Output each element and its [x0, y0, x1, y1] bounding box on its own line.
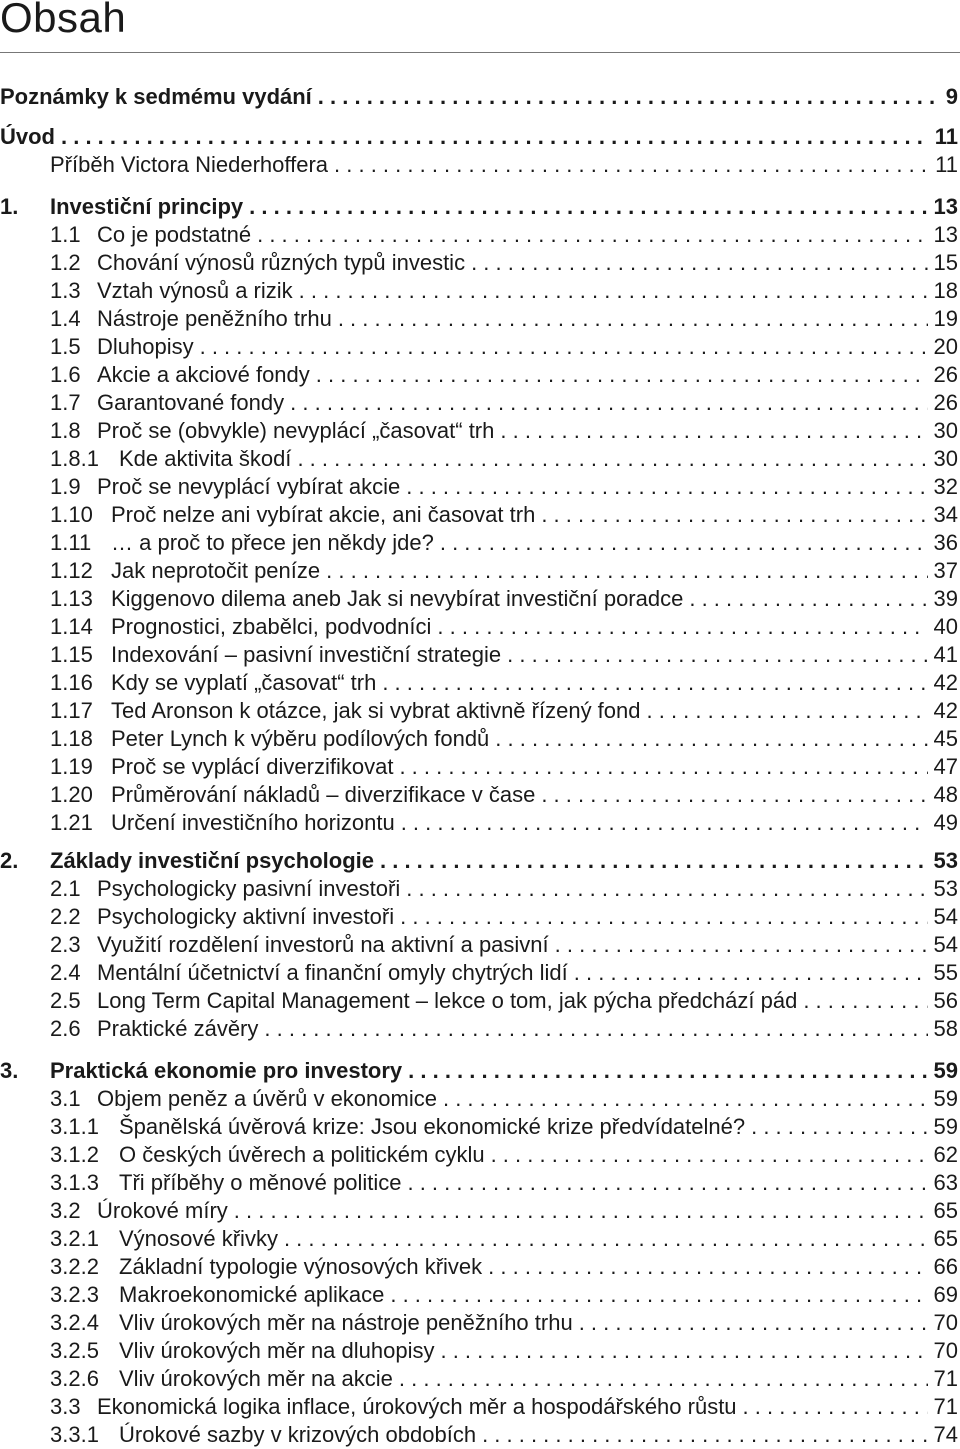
toc-entry-page: 59: [933, 1114, 958, 1139]
toc-entry-number: 3.1: [50, 1086, 81, 1111]
toc-dot-leader: [200, 333, 928, 361]
toc-entry[interactable]: [0, 931, 958, 959]
toc-entry-page: 39: [933, 586, 958, 611]
toc-dot-leader: [574, 959, 928, 987]
toc-dot-leader: [440, 529, 928, 557]
toc-entry-page: 9: [945, 84, 958, 109]
toc-entry-page: 70: [933, 1338, 958, 1363]
toc-entry-number: 3.: [0, 1058, 19, 1083]
toc-entry-title: Ted Aronson k otázce, jak si vybrat aktivně řízený fond: [111, 698, 641, 723]
toc-entry-page: 45: [933, 726, 958, 751]
toc-dot-leader: [326, 557, 927, 585]
toc-entry[interactable]: [0, 1421, 958, 1449]
toc-entry-number: 2.4: [50, 960, 81, 985]
toc-entry-page: 48: [933, 782, 958, 807]
toc-entry-title: Vliv úrokových měr na nástroje peněžního trhu: [119, 1310, 573, 1335]
toc-dot-leader: [407, 1169, 927, 1197]
toc-entry-number: 1.21: [50, 810, 93, 835]
toc-entry[interactable]: [0, 361, 958, 389]
toc-entry-number: 1.5: [50, 334, 81, 359]
toc-entry[interactable]: [0, 83, 958, 111]
toc-entry-title: Určení investičního horizontu: [111, 810, 395, 835]
toc-dot-leader: [399, 1365, 928, 1393]
toc-entry-page: 30: [933, 446, 958, 471]
toc-entry-page: 56: [933, 988, 958, 1013]
toc-entry-number: 2.1: [50, 876, 81, 901]
toc-entry-page: 47: [933, 754, 958, 779]
toc-entry-number: 1.4: [50, 306, 81, 331]
toc-dot-leader: [647, 697, 928, 725]
toc-entry-page: 58: [933, 1016, 958, 1041]
toc-entry-page: 59: [933, 1086, 958, 1111]
toc-dot-leader: [555, 931, 928, 959]
toc-entry-number: 3.2.1: [50, 1226, 99, 1251]
toc-entry-page: 34: [933, 502, 958, 527]
toc-dot-leader: [751, 1113, 927, 1141]
toc-entry-number: 1.3: [50, 278, 81, 303]
toc-entry[interactable]: [0, 753, 958, 781]
toc-entry[interactable]: [0, 1309, 958, 1337]
toc-dot-leader: [482, 1421, 927, 1449]
toc-entry-title: Peter Lynch k výběru podílových fondů: [111, 726, 490, 751]
toc-entry-number: 1.19: [50, 754, 93, 779]
toc-dot-leader: [399, 753, 927, 781]
toc-entry[interactable]: [0, 1113, 958, 1141]
toc-entry-title: Vztah výnosů a rizik: [97, 278, 293, 303]
toc-entry-title: Praktické závěry: [97, 1016, 259, 1041]
toc-entry[interactable]: [0, 1057, 958, 1085]
toc-entry-number: 1.6: [50, 362, 81, 387]
toc-entry[interactable]: [0, 1393, 958, 1421]
toc-entry[interactable]: [0, 249, 958, 277]
toc-entry[interactable]: [0, 277, 958, 305]
toc-entry-title: Vliv úrokových měr na dluhopisy: [119, 1338, 435, 1363]
toc-entry-title: Long Term Capital Management – lekce o tom, jak pýcha předchází pád: [97, 988, 798, 1013]
toc-entry-number: 3.2: [50, 1198, 81, 1223]
toc-entry[interactable]: [0, 987, 958, 1015]
toc-dot-leader: [406, 875, 927, 903]
toc-entry-page: 11: [935, 152, 958, 177]
toc-dot-leader: [491, 1141, 928, 1169]
toc-entry-number: 3.1.1: [50, 1114, 99, 1139]
toc-dot-leader: [500, 417, 927, 445]
toc-entry[interactable]: [0, 809, 958, 837]
toc-entry-title: Proč se vyplácí diverzifikovat: [111, 754, 394, 779]
toc-dot-leader: [495, 725, 927, 753]
toc-entry[interactable]: [0, 417, 958, 445]
toc-entry-title: Kdy se vyplatí „časovat“ trh: [111, 670, 377, 695]
toc-entry-number: 3.2.5: [50, 1338, 99, 1363]
toc-entry-number: 1.17: [50, 698, 93, 723]
toc-entry-number: 1.16: [50, 670, 93, 695]
toc-entry-page: 15: [933, 250, 958, 275]
toc-dot-leader: [380, 847, 928, 875]
toc-entry-page: 53: [933, 848, 958, 873]
toc-entry-title: Úrokové míry: [97, 1198, 228, 1223]
toc-dot-leader: [318, 83, 940, 111]
toc-dot-leader: [257, 221, 927, 249]
toc-dot-leader: [406, 473, 927, 501]
toc-entry[interactable]: [0, 959, 958, 987]
toc-entry[interactable]: [0, 557, 958, 585]
toc-entry[interactable]: [0, 1197, 958, 1225]
toc-entry-page: 18: [933, 278, 958, 303]
toc-entry[interactable]: [0, 1253, 958, 1281]
toc-entry[interactable]: [0, 669, 958, 697]
toc-entry-title: Poznámky k sedmému vydání: [0, 84, 312, 109]
toc-entry[interactable]: [0, 151, 958, 179]
toc-entry-page: 37: [933, 558, 958, 583]
toc-dot-leader: [382, 669, 927, 697]
toc-entry-number: 1.15: [50, 642, 93, 667]
toc-entry-page: 49: [933, 810, 958, 835]
toc-entry-number: 1.10: [50, 502, 93, 527]
toc-dot-leader: [401, 809, 928, 837]
toc-entry-title: Španělská úvěrová krize: Jsou ekonomické krize předvídatelné?: [119, 1114, 746, 1139]
toc-entry-title: Výnosové křivky: [119, 1226, 278, 1251]
toc-entry-page: 26: [933, 362, 958, 387]
toc-entry-number: 1.14: [50, 614, 93, 639]
toc-dot-leader: [803, 987, 927, 1015]
toc-dot-leader: [264, 1015, 927, 1043]
toc-entry[interactable]: [0, 781, 958, 809]
toc-entry-page: 74: [933, 1422, 958, 1447]
toc-entry-title: Investiční principy: [50, 194, 244, 219]
toc-entry-title: Základy investiční psychologie: [50, 848, 374, 873]
toc-dot-leader: [689, 585, 927, 613]
toc-entry-number: 2.5: [50, 988, 81, 1013]
toc-entry[interactable]: [0, 529, 958, 557]
toc-dot-leader: [61, 123, 929, 151]
toc-entry[interactable]: [0, 1365, 958, 1393]
toc-entry-page: 69: [933, 1282, 958, 1307]
page-title: Obsah: [0, 0, 127, 41]
toc-entry-page: 62: [933, 1142, 958, 1167]
toc-entry[interactable]: [0, 697, 958, 725]
toc-entry[interactable]: [0, 473, 958, 501]
toc-entry-number: 3.2.3: [50, 1282, 99, 1307]
toc-entry-page: 65: [933, 1226, 958, 1251]
toc-entry-title: Psychologicky pasivní investoři: [97, 876, 401, 901]
toc-entry[interactable]: [0, 725, 958, 753]
toc-entry-number: 3.3: [50, 1394, 81, 1419]
toc-dot-leader: [316, 361, 928, 389]
toc-dot-leader: [390, 1281, 927, 1309]
toc-entry-page: 66: [933, 1254, 958, 1279]
toc-entry-page: 30: [933, 418, 958, 443]
toc-entry-number: 1.9: [50, 474, 81, 499]
toc-entry-number: 1.12: [50, 558, 93, 583]
toc-entry-page: 13: [933, 194, 958, 219]
toc-entry-page: 63: [933, 1170, 958, 1195]
toc-entry-page: 11: [934, 124, 958, 149]
toc-entry-page: 40: [933, 614, 958, 639]
toc-entry-title: Dluhopisy: [97, 334, 194, 359]
toc-entry-title: Kiggenovo dilema aneb Jak si nevybírat investiční poradce: [111, 586, 684, 611]
toc-entry-page: 70: [933, 1310, 958, 1335]
toc-entry-page: 71: [933, 1366, 958, 1391]
toc-entry[interactable]: [0, 193, 958, 221]
toc-entry-title: Průměrování nákladů – diverzifikace v čase: [111, 782, 536, 807]
toc-entry-title: Nástroje peněžního trhu: [97, 306, 332, 331]
toc-entry[interactable]: [0, 1085, 958, 1113]
toc-dot-leader: [507, 641, 927, 669]
toc-entry[interactable]: [0, 847, 958, 875]
toc-entry-title: Tři příběhy o měnové politice: [119, 1170, 402, 1195]
toc-entry-page: 71: [933, 1394, 958, 1419]
toc-entry[interactable]: [0, 389, 958, 417]
toc-entry-title: Úrokové sazby v krizových obdobích: [119, 1422, 477, 1447]
toc-entry-page: 32: [933, 474, 958, 499]
toc-entry[interactable]: [0, 1225, 958, 1253]
toc-entry-title: Základní typologie výnosových křivek: [119, 1254, 483, 1279]
toc-entry[interactable]: [0, 1169, 958, 1197]
toc-entry[interactable]: [0, 305, 958, 333]
toc-entry-number: 3.3.1: [50, 1422, 99, 1447]
toc-entry-number: 1.8: [50, 418, 81, 443]
toc-entry[interactable]: [0, 1281, 958, 1309]
toc-dot-leader: [334, 151, 929, 179]
toc-entry-number: 3.2.6: [50, 1366, 99, 1391]
toc-entry-number: 1.13: [50, 586, 93, 611]
toc-dot-leader: [408, 1057, 927, 1085]
toc-entry-number: 1.8.1: [50, 446, 99, 471]
toc-dot-leader: [471, 249, 927, 277]
toc-entry-title: Využití rozdělení investorů na aktivní a pasivní: [97, 932, 549, 957]
toc-entry[interactable]: [0, 333, 958, 361]
toc-entry-page: 54: [933, 904, 958, 929]
toc-entry[interactable]: [0, 875, 958, 903]
toc-entry-title: Mentální účetnictví a finanční omyly chytrých lidí: [97, 960, 568, 985]
toc-entry-title: … a proč to přece jen někdy jde?: [111, 530, 434, 555]
toc-entry-title: Kde aktivita škodí: [119, 446, 292, 471]
toc-dot-leader: [299, 277, 928, 305]
toc-entry-number: 1.2: [50, 250, 81, 275]
toc-entry[interactable]: [0, 501, 958, 529]
toc-entry[interactable]: [0, 1337, 958, 1365]
title-divider: [0, 52, 960, 53]
toc-entry-number: 1.20: [50, 782, 93, 807]
toc-entry[interactable]: [0, 123, 958, 151]
toc-entry[interactable]: [0, 1015, 958, 1043]
toc-entry-page: 65: [933, 1198, 958, 1223]
toc-entry-title: Příběh Victora Niederhoffera: [50, 152, 329, 177]
toc-entry-title: Ekonomická logika inflace, úrokových měr a hospodářského růstu: [97, 1394, 737, 1419]
toc-dot-leader: [437, 613, 927, 641]
toc-entry[interactable]: [0, 903, 958, 931]
toc-entry-title: Proč se (obvykle) nevyplácí „časovat“ trh: [97, 418, 495, 443]
toc-dot-leader: [541, 501, 927, 529]
toc-entry-number: 1.11: [50, 530, 92, 555]
toc-entry-title: Indexování – pasivní investiční strategie: [111, 642, 502, 667]
toc-dot-leader: [743, 1393, 928, 1421]
toc-entry-number: 2.: [0, 848, 19, 873]
toc-dot-leader: [297, 445, 927, 473]
toc-entry[interactable]: [0, 641, 958, 669]
toc-entry[interactable]: [0, 1141, 958, 1169]
toc-dot-leader: [234, 1197, 928, 1225]
toc-dot-leader: [541, 781, 927, 809]
toc-dot-leader: [249, 193, 927, 221]
toc-entry-title: Prognostici, zbabělci, podvodníci: [111, 614, 432, 639]
toc-entry-page: 55: [933, 960, 958, 985]
toc-entry-title: Chování výnosů různých typů investic: [97, 250, 466, 275]
toc-entry-page: 42: [933, 698, 958, 723]
toc-dot-leader: [284, 1225, 928, 1253]
toc-entry-title: Jak neprotočit peníze: [111, 558, 321, 583]
toc-entry-page: 54: [933, 932, 958, 957]
toc-entry-page: 59: [933, 1058, 958, 1083]
toc-dot-leader: [488, 1253, 927, 1281]
toc-entry-title: Praktická ekonomie pro investory: [50, 1058, 403, 1083]
toc-entry-title: Proč se nevyplácí vybírat akcie: [97, 474, 401, 499]
toc-entry-number: 1.1: [50, 222, 81, 247]
toc-entry-number: 3.2.4: [50, 1310, 99, 1335]
toc-entry-page: 13: [933, 222, 958, 247]
toc-entry-page: 20: [933, 334, 958, 359]
toc-entry-title: Co je podstatné: [97, 222, 252, 247]
toc-entry[interactable]: [0, 585, 958, 613]
toc-entry-title: Objem peněz a úvěrů v ekonomice: [97, 1086, 437, 1111]
toc-entry-page: 42: [933, 670, 958, 695]
toc-entry-number: 3.1.3: [50, 1170, 99, 1195]
toc-entry-number: 3.2.2: [50, 1254, 99, 1279]
toc-entry-number: 2.6: [50, 1016, 81, 1041]
toc-entry-number: 1.: [0, 194, 19, 219]
toc-entry-title: Psychologicky aktivní investoři: [97, 904, 395, 929]
toc-entry-number: 1.7: [50, 390, 81, 415]
toc-entry[interactable]: [0, 221, 958, 249]
toc-dot-leader: [443, 1085, 928, 1113]
toc-entry-page: 26: [933, 390, 958, 415]
toc-dot-leader: [579, 1309, 928, 1337]
toc-entry-page: 36: [933, 530, 958, 555]
toc-dot-leader: [400, 903, 927, 931]
toc-entry[interactable]: [0, 613, 958, 641]
toc-entry-title: O českých úvěrech a politickém cyklu: [119, 1142, 485, 1167]
toc-entry-number: 2.3: [50, 932, 81, 957]
toc-entry-title: Makroekonomické aplikace: [119, 1282, 385, 1307]
toc-entry-number: 1.18: [50, 726, 93, 751]
toc-entry-page: 53: [933, 876, 958, 901]
toc-entry-title: Garantované fondy: [97, 390, 285, 415]
toc-entry-title: Proč nelze ani vybírat akcie, ani časovat trh: [111, 502, 536, 527]
toc-dot-leader: [338, 305, 928, 333]
toc-entry[interactable]: [0, 445, 958, 473]
toc-entry-page: 19: [933, 306, 958, 331]
toc-entry-page: 41: [933, 642, 958, 667]
toc-entry-number: 3.1.2: [50, 1142, 99, 1167]
toc-entry-title: Akcie a akciové fondy: [97, 362, 310, 387]
toc-entry-number: 2.2: [50, 904, 81, 929]
toc-dot-leader: [440, 1337, 927, 1365]
toc-entry-title: Vliv úrokových měr na akcie: [119, 1366, 393, 1391]
toc-dot-leader: [290, 389, 927, 417]
toc-entry-title: Úvod: [0, 124, 55, 149]
